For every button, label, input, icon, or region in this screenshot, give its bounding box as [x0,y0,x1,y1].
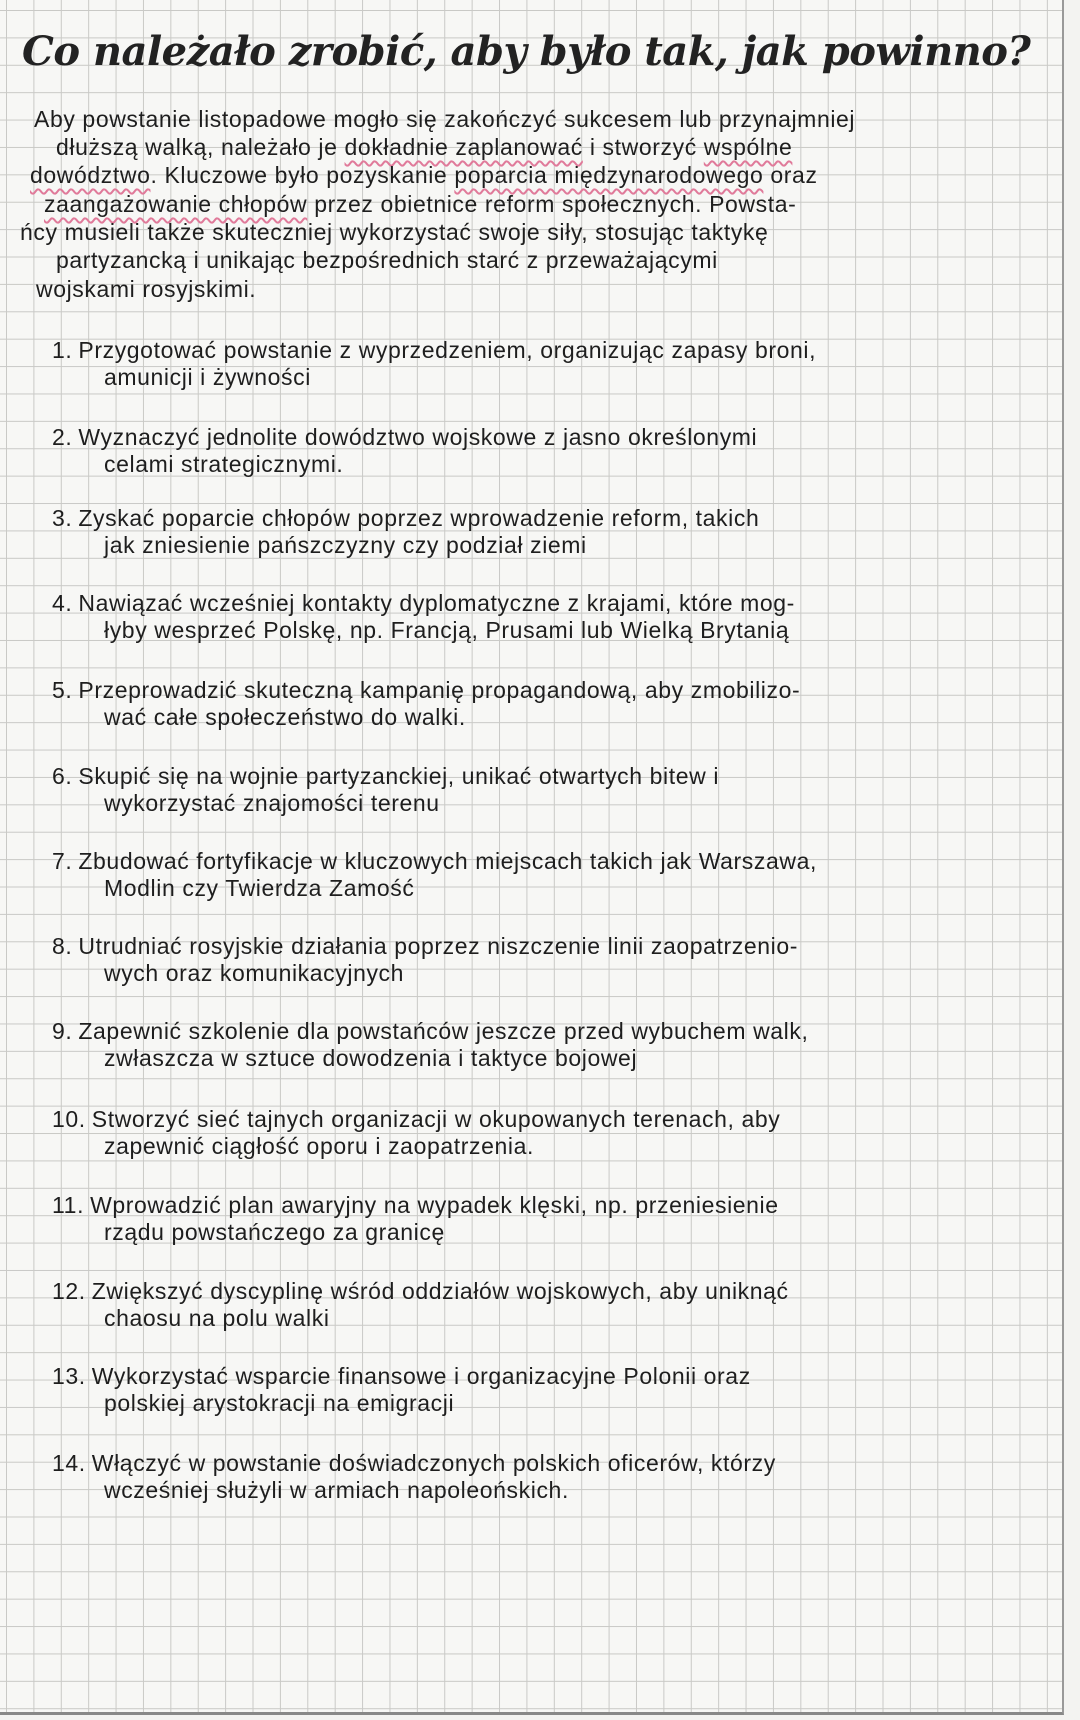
list-item [52,1106,780,1133]
highlighted-phrase: wspólne [703,134,793,160]
list-item-continuation: łyby wesprzeć Polskę, np. Francją, Prusami lub Wielką Brytanią [104,617,790,643]
list-item-continuation: celami strategicznymi. [104,451,344,477]
list-item-continuation: zwłaszcza w sztuce dowodzenia i taktyce bojowej [104,1045,638,1071]
list-item [52,337,816,364]
list-item [52,424,757,451]
intro-line [56,247,718,274]
list-item-continuation: Modlin czy Twierdza Zamość [104,875,415,901]
list-item [52,590,795,617]
list-item-text: Włączyć w powstanie doświadczonych polskich oficerów, którzy [91,1450,776,1476]
list-item-text: Wyznaczyć jednolite dowództwo wojskowe z jasno określonymi [78,424,758,450]
intro-line [20,219,768,246]
list-item-text: Wykorzystać wsparcie finansowe i organizacyjne Polonii oraz [91,1363,751,1389]
text-segment: i stworzyć [582,134,704,160]
list-item-continuation: amunicji i żywności [104,364,311,390]
list-item-number: 6. [52,763,73,789]
list-item-continuation: wać całe społeczeństwo do walki. [104,704,466,730]
text-segment: oraz [763,162,818,188]
list-item-text: Utrudniać rosyjskie działania poprzez niszczenie linii zaopatrzenio- [78,933,799,959]
list-item-text: Zyskać poparcie chłopów poprzez wprowadzenie reform, takich [78,505,760,531]
list-item-text: Zapewnić szkolenie dla powstańców jeszcze przed wybuchem walk, [78,1018,809,1044]
list-item [52,1278,789,1305]
list-item [52,1192,779,1219]
list-item-continuation: wcześniej służyli w armiach napoleońskich. [104,1477,569,1503]
text-segment: . Kluczowe było pozyskanie [150,162,455,188]
highlighted-phrase: dowództwo [30,162,151,188]
list-item-number: 2. [52,424,73,450]
list-item-text: Wprowadzić plan awaryjny na wypadek klęski, np. przeniesienie [90,1192,779,1218]
page-title: Co należało zrobić, aby było tak, jak powinno? [22,28,1031,75]
list-item-continuation: jak zniesienie pańszczyzny czy podział ziemi [104,532,587,558]
text-segment: przez obietnice reform społecznych. Powsta- [307,191,797,217]
list-item-continuation: polskiej arystokracji na emigracji [104,1390,455,1416]
list-item-text: Skupić się na wojnie partyzanckiej, unikać otwartych bitew i [78,763,720,789]
list-item-number: 5. [52,677,73,703]
list-item-number: 11. [52,1192,85,1218]
list-item-number: 10. [52,1106,86,1132]
list-item-number: 1. [52,337,73,363]
list-item [52,1363,751,1390]
list-item-number: 14. [52,1450,86,1476]
list-item-continuation: zapewnić ciągłość oporu i zaopatrzenia. [104,1133,534,1159]
list-item-text: Zwiększyć dyscyplinę wśród oddziałów wojskowych, aby uniknąć [91,1278,789,1304]
list-item [52,848,817,875]
text-segment: ńcy musieli także skuteczniej wykorzystać swoje siły, stosując taktykę [20,219,769,245]
list-item-text: Przygotować powstanie z wyprzedzeniem, organizując zapasy broni, [78,337,817,363]
list-item-continuation: chaosu na polu walki [104,1305,330,1331]
list-item-number: 8. [52,933,73,959]
list-item-number: 3. [52,505,73,531]
list-item-number: 13. [52,1363,86,1389]
text-segment: partyzancką i unikając bezpośrednich starć z przeważającymi [56,247,718,273]
highlighted-phrase: poparcia międzynarodowego [454,162,764,188]
list-item [52,505,759,532]
intro-line [36,276,256,303]
list-item [52,763,719,790]
intro-line [30,162,818,189]
list-item [52,677,800,704]
list-item-text: Nawiązać wcześniej kontakty dyplomatyczne z krajami, które mog- [78,590,795,616]
list-item-number: 12. [52,1278,86,1304]
list-item-number: 9. [52,1018,73,1044]
intro-line [44,191,796,218]
list-item [52,1450,776,1477]
text-segment: Aby powstanie listopadowe mogło się zakończyć sukcesem lub przynajmniej [34,106,856,132]
list-item [52,1018,808,1045]
list-item-continuation: rządu powstańczego za granicę [104,1219,445,1245]
text-segment: wojskami rosyjskimi. [36,276,257,302]
text-segment: dłuższą walką, należało je [56,134,345,160]
list-item-text: Zbudować fortyfikacje w kluczowych miejscach takich jak Warszawa, [78,848,817,874]
list-item [52,933,798,960]
highlighted-phrase: dokładnie zaplanować [344,134,583,160]
list-item-continuation: wykorzystać znajomości terenu [104,790,440,816]
intro-line [34,106,855,133]
highlighted-phrase: zaangażowanie chłopów [44,191,308,217]
list-item-continuation: wych oraz komunikacyjnych [104,960,405,986]
list-item-text: Przeprowadzić skuteczną kampanię propagandową, aby zmobilizo- [78,677,801,703]
intro-line [56,134,792,161]
list-item-number: 4. [52,590,73,616]
list-item-number: 7. [52,848,73,874]
list-item-text: Stworzyć sieć tajnych organizacji w okupowanych terenach, aby [91,1106,781,1132]
